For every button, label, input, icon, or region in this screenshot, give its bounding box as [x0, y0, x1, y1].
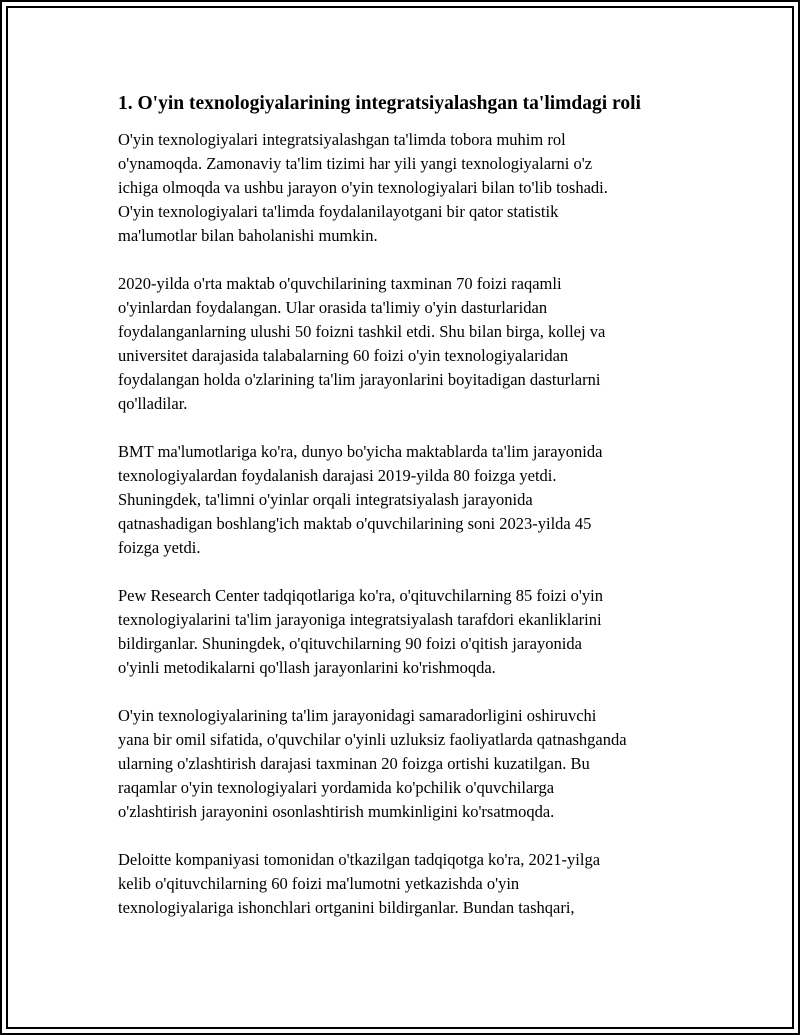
text-line: foydalangan holda o'zlarining ta'lim jarayonlarini boyitadigan dasturlarni	[118, 370, 601, 389]
text-line: qatnashadigan boshlang'ich maktab o'quvchilarining soni 2023-yilda 45	[118, 514, 592, 533]
document-body	[118, 92, 698, 944]
text-line: bildirganlar. Shuningdek, o'qituvchilarning 90 foizi o'qitish jarayonida	[118, 634, 582, 653]
text-line: ichiga olmoqda va ushbu jarayon o'yin texnologiyalari bilan to'lib toshadi.	[118, 178, 608, 197]
text-line: universitet darajasida talabalarning 60 foizi o'yin texnologiyalaridan	[118, 346, 569, 365]
text-line: O'yin texnologiyalari ta'limda foydalanilayotgani bir qator statistik	[118, 202, 559, 221]
text-line: ma'lumotlar bilan baholanishi mumkin.	[118, 226, 378, 245]
section-heading: 1. O'yin texnologiyalarining integratsiyalashgan ta'limdagi roli	[118, 93, 641, 114]
paragraph-2020-statistics	[118, 272, 698, 416]
text-line: raqamlar o'yin texnologiyalari yordamida ko'pchilik o'quvchilarga	[118, 778, 555, 797]
text-line: 2020-yilda o'rta maktab o'quvchilarining taxminan 70 foizi raqamli	[118, 274, 562, 293]
text-line: o'yinlardan foydalangan. Ular orasida ta'limiy o'yin dasturlaridan	[118, 298, 548, 317]
text-line: kelib o'qituvchilarning 60 foizi ma'lumotni yetkazishda o'yin	[118, 874, 520, 893]
text-line: O'yin texnologiyalari integratsiyalashgan ta'limda tobora muhim rol	[118, 130, 566, 149]
text-line: Shuningdek, ta'limni o'yinlar orqali integratsiyalash jarayonida	[118, 490, 533, 509]
text-line: qo'lladilar.	[118, 394, 188, 413]
text-line: o'ynamoqda. Zamonaviy ta'lim tizimi har yili yangi texnologiyalarni o'z	[118, 154, 593, 173]
text-line: Deloitte kompaniyasi tomonidan o'tkazilgan tadqiqotga ko'ra, 2021-yilga	[118, 850, 601, 869]
paragraph-deloitte	[118, 848, 698, 920]
paragraph-intro	[118, 128, 698, 248]
text-line: foydalanganlarning ulushi 50 foizni tashkil etdi. Shu bilan birga, kollej va	[118, 322, 606, 341]
text-line: yana bir omil sifatida, o'quvchilar o'yinli uzluksiz faoliyatlarda qatnashganda	[118, 730, 627, 749]
text-line: Pew Research Center tadqiqotlariga ko'ra, o'qituvchilarning 85 foizi o'yin	[118, 586, 603, 605]
text-line: o'zlashtirish jarayonini osonlashtirish mumkinligini ko'rsatmoqda.	[118, 802, 555, 821]
text-line: foizga yetdi.	[118, 538, 201, 557]
text-line: BMT ma'lumotlariga ko'ra, dunyo bo'yicha maktablarda ta'lim jarayonida	[118, 442, 603, 461]
paragraph-un-data	[118, 440, 698, 560]
text-line: texnologiyalarini ta'lim jarayoniga integratsiyalash tarafdori ekanliklarini	[118, 610, 602, 629]
paragraph-effectiveness	[118, 704, 698, 824]
text-line: ularning o'zlashtirish darajasi taxminan 20 foizga ortishi kuzatilgan. Bu	[118, 754, 590, 773]
paragraph-pew-research	[118, 584, 698, 680]
text-line: o'yinli metodikalarni qo'llash jarayonlarini ko'rishmoqda.	[118, 658, 496, 677]
text-line: texnologiyalardan foydalanish darajasi 2019-yilda 80 foizga yetdi.	[118, 466, 557, 485]
text-line: O'yin texnologiyalarining ta'lim jarayonidagi samaradorligini oshiruvchi	[118, 706, 597, 725]
text-line: texnologiyalariga ishonchlari ortganini bildirganlar. Bundan tashqari,	[118, 898, 575, 917]
